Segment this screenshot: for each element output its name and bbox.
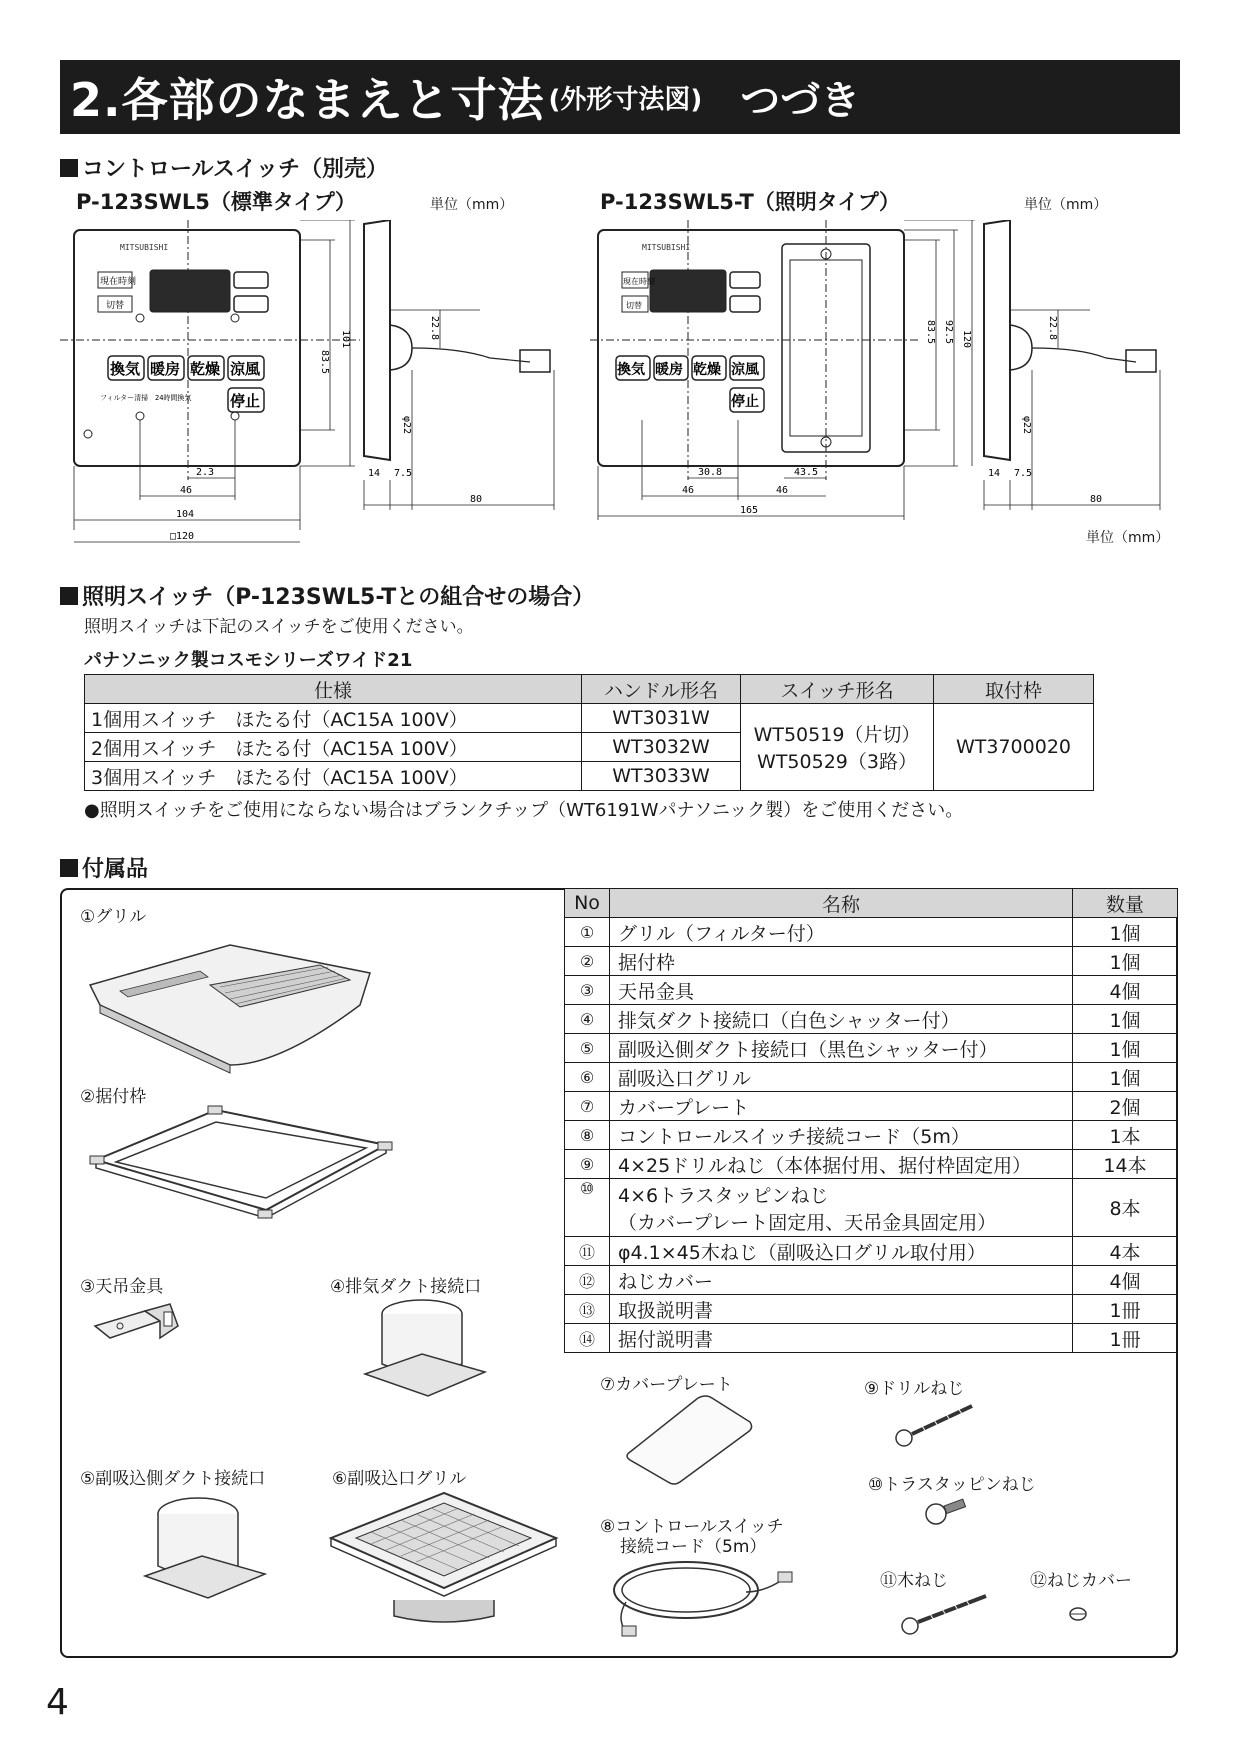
light-switch-intro: 照明スイッチは下記のスイッチをご使用ください。 [84, 617, 474, 637]
dim-std-80: 80 [470, 494, 483, 505]
light-btn-heat: 暖房 [655, 362, 683, 378]
dim-std-83-5: 83.5 [319, 350, 330, 375]
drill-screw-icon [890, 1400, 990, 1450]
label-wood-screw: ⑪木ねじ [880, 1571, 948, 1591]
page-title: 2.各部のなまえと寸法 [70, 73, 545, 127]
switch-model-2: WT50529（3路） [757, 751, 917, 773]
label-cord-2: 接続コード（5m） [620, 1537, 767, 1557]
item-qty: 4本 [1073, 1237, 1178, 1266]
svg-text:MITSUBISHI: MITSUBISHI [642, 243, 691, 252]
table-row [565, 1237, 1178, 1266]
cover-plate-illustration [620, 1390, 760, 1490]
dim-lt-22-8: 22.8 [1047, 316, 1058, 341]
col-spec: 仕様 [85, 675, 582, 704]
dim-std-2-3: 2.3 [196, 467, 215, 478]
item-name: 天吊金具 [610, 976, 1073, 1005]
dim-std-22-8: 22.8 [429, 316, 440, 341]
item-no: ⑬ [565, 1295, 610, 1324]
light-switch-series: パナソニック製コスモシリーズワイド21 [84, 650, 413, 671]
dim-lt-30-8: 30.8 [698, 467, 723, 478]
item-qty: 1本 [1073, 1121, 1178, 1150]
standard-side-view [364, 220, 390, 460]
table-row [565, 976, 1178, 1005]
dim-lt-80: 80 [1090, 494, 1103, 505]
sub-grill-illustration [326, 1488, 562, 1628]
item-no: ③ [565, 976, 610, 1005]
table-row [85, 704, 1094, 733]
item-no: ① [565, 918, 610, 947]
item-no: ⑧ [565, 1121, 610, 1150]
item-no: ⑨ [565, 1150, 610, 1179]
frame-illustration [86, 1100, 396, 1250]
table-row [565, 1295, 1178, 1324]
table-header-row [85, 675, 1094, 704]
item-no: ⑫ [565, 1266, 610, 1295]
item-name: 排気ダクト接続口（白色シャッター付） [610, 1005, 1073, 1034]
item-qty: 8本 [1073, 1179, 1178, 1237]
item-qty: 4個 [1073, 1266, 1178, 1295]
label-grill: ①グリル [80, 907, 147, 927]
standard-btn-stop: 停止 [230, 392, 261, 410]
model-light: P-123SWL5-T（照明タイプ） [600, 190, 900, 214]
item-qty: 4個 [1073, 976, 1178, 1005]
item-no: ⑪ [565, 1237, 610, 1266]
standard-btn-heat: 暖房 [150, 360, 181, 378]
accessories-heading [60, 852, 148, 883]
dim-std-phi22: φ22 [401, 416, 412, 435]
row-spec: 3個用スイッチ ほたる付（AC15A 100V） [85, 762, 582, 791]
screw-cap-icon [1064, 1604, 1094, 1624]
switch-models [741, 704, 934, 791]
page-title-continued: つづき [740, 77, 861, 124]
item-name: 副吸込側ダクト接続口（黒色シャッター付） [610, 1034, 1073, 1063]
item-name: φ4.1×45木ねじ（副吸込口グリル取付用） [610, 1237, 1073, 1266]
model-standard: P-123SWL5（標準タイプ） [76, 190, 357, 214]
page-title-paren: (外形寸法図) [548, 84, 703, 115]
cord-illustration [606, 1552, 806, 1638]
light-btn-dry: 乾燥 [693, 362, 721, 378]
item-qty: 1個 [1073, 918, 1178, 947]
item-name: 据付枠 [610, 947, 1073, 976]
col-name: 名称 [610, 889, 1073, 918]
standard-btn-24h: 24時間換気 [155, 394, 192, 402]
table-row [565, 947, 1178, 976]
square-bullet-icon [60, 587, 78, 605]
item-qty: 1個 [1073, 1005, 1178, 1034]
dim-lt-phi22: φ22 [1021, 416, 1032, 435]
item-qty: 1個 [1073, 1063, 1178, 1092]
item-name: 据付説明書 [610, 1324, 1073, 1353]
label-frame: ②据付枠 [80, 1087, 147, 1107]
item-name: カバープレート [610, 1092, 1073, 1121]
row-handle: WT3032W [582, 733, 741, 762]
dim-lt-46a: 46 [682, 485, 695, 496]
frame-model: WT3700020 [934, 704, 1094, 791]
light-switch-table [84, 674, 1094, 791]
dim-lt-46b: 46 [776, 485, 789, 496]
item-qty: 2個 [1073, 1092, 1178, 1121]
standard-panel-outline [74, 230, 300, 466]
item-no: ⑦ [565, 1092, 610, 1121]
dim-lt-14: 14 [988, 468, 1001, 479]
table-row [565, 1324, 1178, 1353]
item-name-sub: （カバープレート固定用、天吊金具固定用） [618, 1211, 997, 1234]
dim-std-104: 104 [176, 509, 195, 520]
standard-btn-vent: 換気 [110, 360, 141, 378]
row-spec: 2個用スイッチ ほたる付（AC15A 100V） [85, 733, 582, 762]
control-switch-heading-text: コントロールスイッチ（別売） [82, 157, 389, 182]
standard-switch-drawing [60, 220, 580, 550]
item-no: ⑩ [565, 1179, 610, 1237]
item-name: 4×6トラスタッピンねじ [618, 1184, 829, 1207]
blank-chip-note: ●照明スイッチをご使用にならない場合はブランクチップ（WT6191Wパナソニック製）をご使用ください。 [84, 800, 964, 821]
sub-duct-illustration [140, 1488, 270, 1608]
item-qty: 14本 [1073, 1150, 1178, 1179]
light-switch-drawing [590, 220, 1170, 550]
unit-label-light: 単位（mm） [1024, 197, 1108, 213]
table-row [565, 1266, 1178, 1295]
item-no: ④ [565, 1005, 610, 1034]
item-qty: 1冊 [1073, 1324, 1178, 1353]
square-bullet-icon [60, 859, 78, 877]
label-hanger: ③天吊金具 [80, 1277, 164, 1297]
label-cover: ⑦カバープレート [600, 1375, 733, 1395]
control-switch-heading [60, 152, 388, 183]
dim-std-14: 14 [368, 468, 381, 479]
col-no: No [565, 889, 610, 918]
dim-std-101: 101 [340, 330, 351, 349]
row-handle: WT3033W [582, 762, 741, 791]
light-btn-switch: 切替 [626, 301, 642, 310]
dim-lt-83-5: 83.5 [925, 320, 936, 345]
table-row [565, 1150, 1178, 1179]
dim-lt-7-5: 7.5 [1014, 468, 1033, 479]
item-name: 取扱説明書 [610, 1295, 1073, 1324]
item-no: ⑭ [565, 1324, 610, 1353]
row-handle: WT3031W [582, 704, 741, 733]
accessories-table [564, 888, 1178, 1353]
light-btn-cool: 涼風 [731, 362, 759, 378]
table-row [565, 1092, 1178, 1121]
light-btn-stop: 停止 [731, 394, 759, 410]
page-title-bar [60, 60, 1180, 134]
light-switch-heading [60, 580, 594, 611]
switch-model-1: WT50519（片切） [753, 724, 921, 746]
grill-illustration [80, 925, 380, 1075]
label-truss-screw: ⑩トラスタッピンねじ [868, 1475, 1036, 1495]
item-qty: 1個 [1073, 947, 1178, 976]
light-btn-current-time: 現在時刻 [623, 277, 655, 286]
light-side-view [984, 220, 1010, 460]
standard-btn-dry: 乾燥 [190, 360, 221, 378]
table-row [565, 918, 1178, 947]
unit-label-bottom: 単位（mm） [1086, 530, 1170, 546]
light-switch-heading-text: 照明スイッチ（P-123SWL5-Tとの組合せの場合） [82, 585, 595, 610]
label-sub-duct: ⑤副吸込側ダクト接続口 [80, 1469, 266, 1489]
wood-screw-icon [896, 1588, 996, 1638]
table-row [565, 1179, 1178, 1237]
exhaust-duct-illustration [360, 1294, 490, 1404]
light-panel-outline [598, 230, 904, 466]
item-no: ⑥ [565, 1063, 610, 1092]
table-row [565, 1063, 1178, 1092]
standard-btn-switch: 切替 [106, 301, 125, 311]
label-drill-screw: ⑨ドリルねじ [864, 1379, 965, 1399]
dim-lt-120: 120 [961, 330, 972, 349]
item-qty: 1個 [1073, 1034, 1178, 1063]
dim-lt-92-5: 92.5 [943, 320, 954, 345]
table-row [565, 1005, 1178, 1034]
item-qty: 1冊 [1073, 1295, 1178, 1324]
page-number: 4 [46, 1682, 69, 1723]
table-row [565, 1121, 1178, 1150]
item-name: 副吸込口グリル [610, 1063, 1073, 1092]
item-name: コントロールスイッチ接続コード（5m） [610, 1121, 1073, 1150]
item-name: グリル（フィルター付） [610, 918, 1073, 947]
dim-std-46: 46 [180, 485, 193, 496]
table-row [565, 1034, 1178, 1063]
square-bullet-icon [60, 159, 78, 177]
unit-label-standard: 単位（mm） [430, 197, 514, 213]
accessories-heading-text: 付属品 [82, 857, 149, 882]
item-name: 4×25ドリルねじ（本体据付用、据付枠固定用） [610, 1150, 1073, 1179]
label-screw-cap: ⑫ねじカバー [1030, 1571, 1132, 1591]
label-exhaust: ④排気ダクト接続口 [330, 1277, 482, 1297]
svg-text:MITSUBISHI: MITSUBISHI [120, 243, 169, 252]
standard-btn-cool: 涼風 [230, 360, 261, 378]
standard-display [150, 270, 230, 312]
col-frame: 取付枠 [934, 675, 1094, 704]
item-name: ねじカバー [610, 1266, 1073, 1295]
item-no: ⑤ [565, 1034, 610, 1063]
standard-btn-current-time: 現在時刻 [100, 277, 137, 287]
dim-lt-165: 165 [740, 505, 759, 516]
dim-lt-43-5: 43.5 [794, 467, 819, 478]
truss-screw-icon [922, 1490, 972, 1530]
item-name-multiline [610, 1179, 1073, 1237]
standard-btn-filter: フィルター清掃 [100, 394, 149, 402]
light-btn-vent: 換気 [617, 362, 645, 378]
col-handle: ハンドル形名 [582, 675, 741, 704]
col-qty: 数量 [1073, 889, 1178, 918]
table-header-row [565, 889, 1178, 918]
item-no: ② [565, 947, 610, 976]
label-sub-grill: ⑥副吸込口グリル [332, 1469, 467, 1489]
label-cord-1: ⑧コントロールスイッチ [600, 1517, 784, 1537]
hanger-illustration [90, 1296, 190, 1356]
row-spec: 1個用スイッチ ほたる付（AC15A 100V） [85, 704, 582, 733]
col-switch: スイッチ形名 [741, 675, 934, 704]
dim-std-120: □120 [170, 531, 195, 542]
dim-std-7-5: 7.5 [394, 468, 413, 479]
